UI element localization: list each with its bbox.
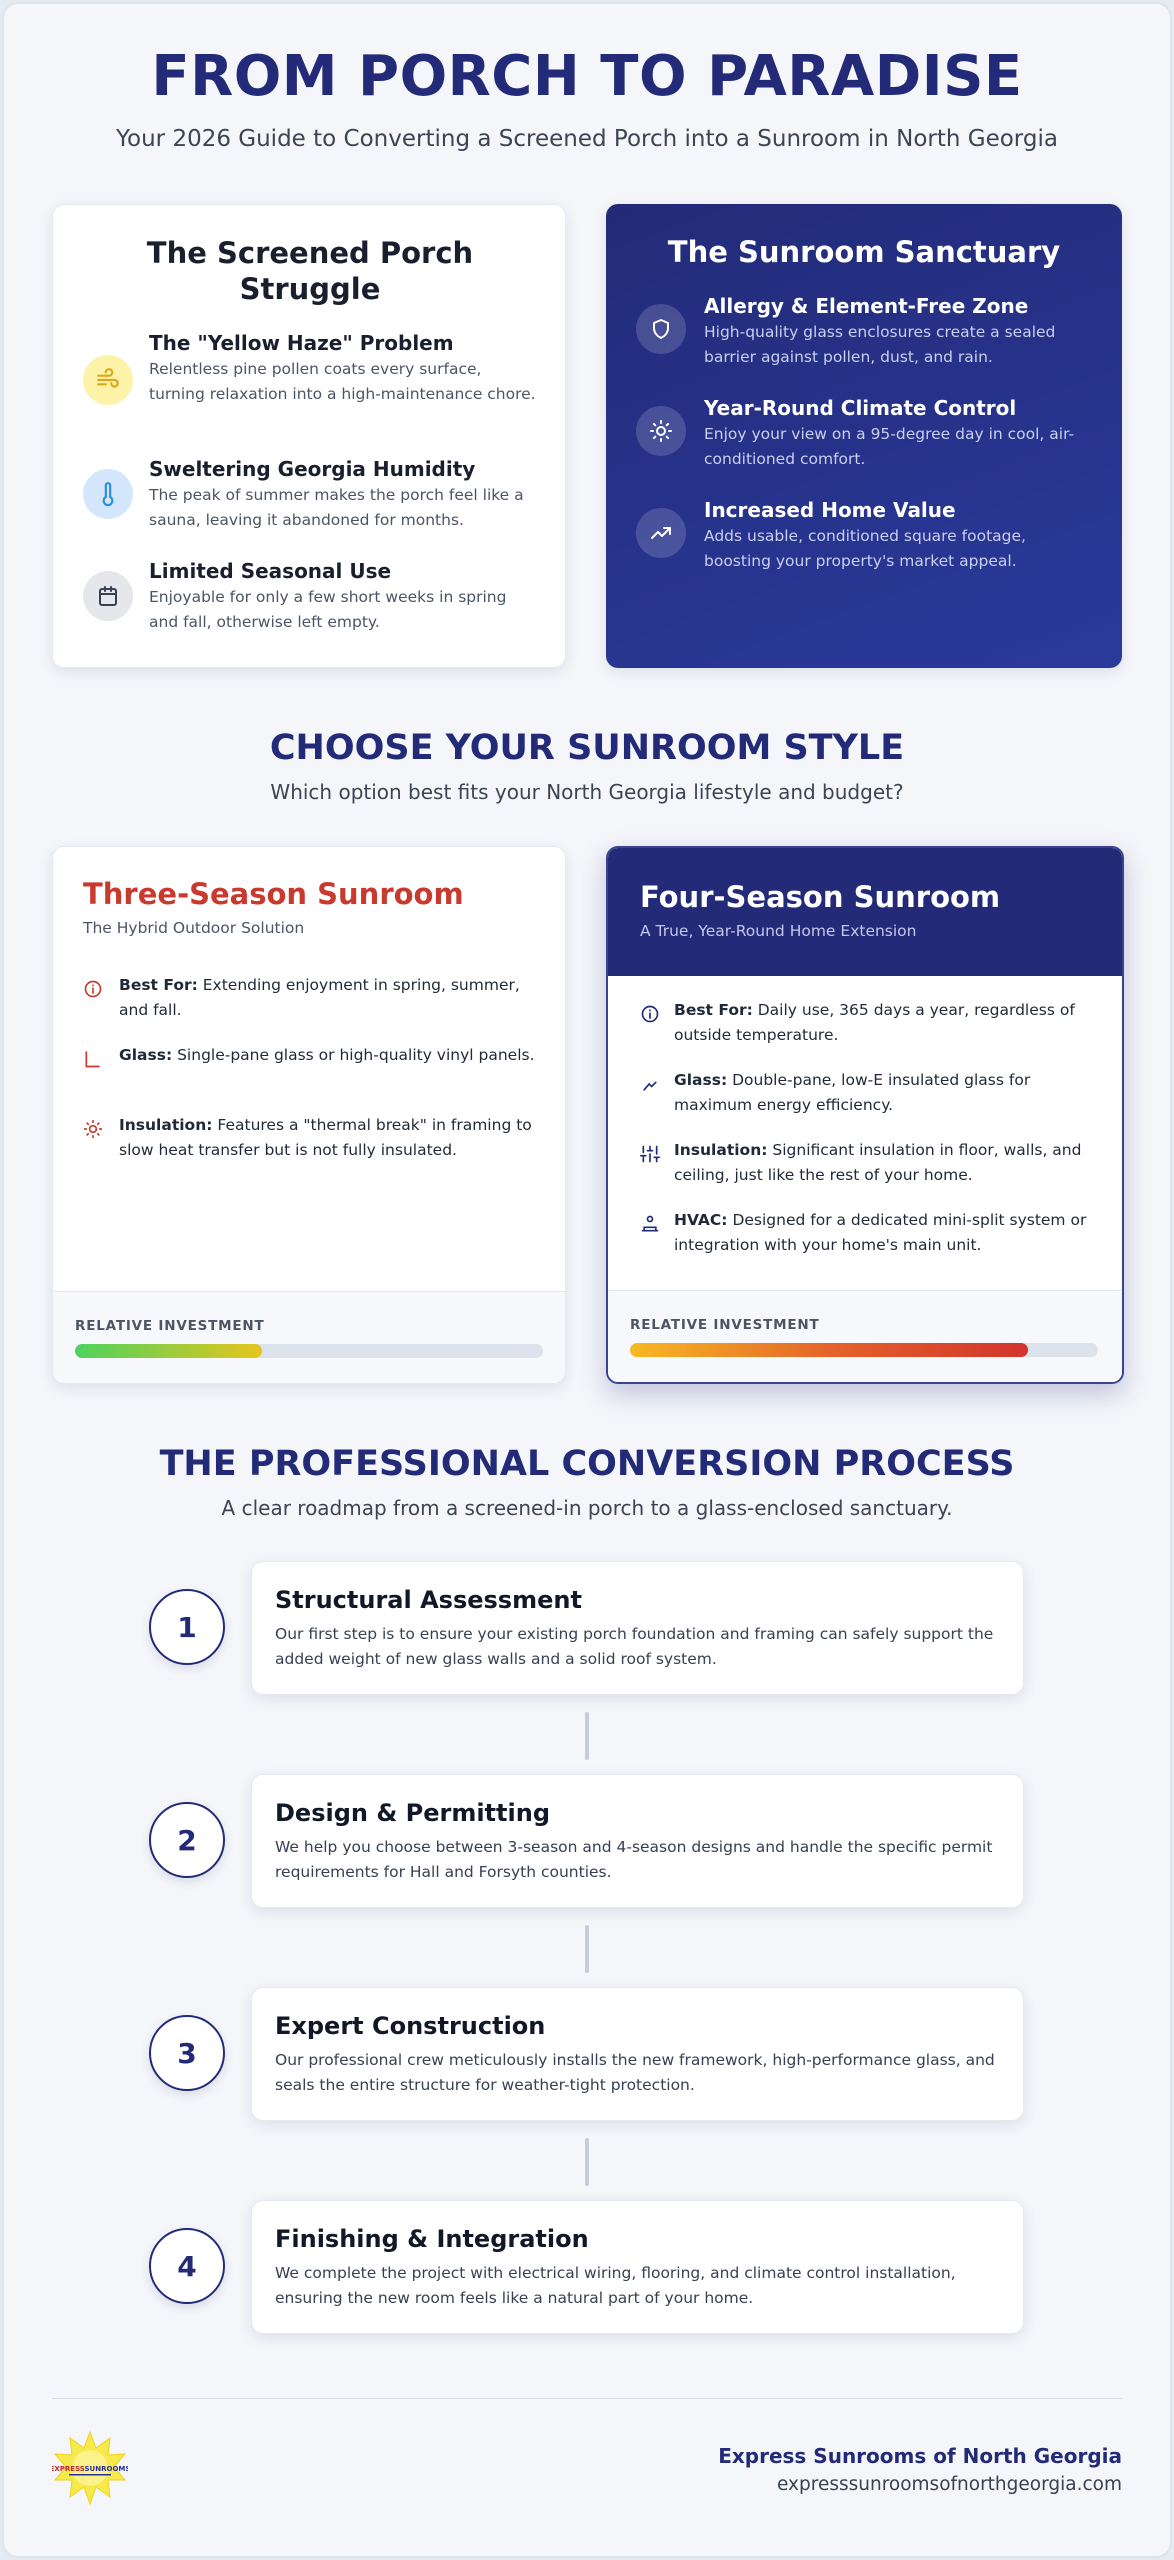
sliders-icon [640, 1144, 660, 1168]
sanctuary-item-desc: Enjoy your view on a 95-degree day in cool, air-conditioned comfort. [704, 425, 1075, 468]
step-number: 3 [149, 2015, 225, 2091]
feature-text: Daily use, 365 days a year, regardless of outside temperature. [674, 1001, 1075, 1044]
four-season-feature [674, 1208, 1104, 1258]
three-season-feature [119, 1043, 539, 1068]
sanctuary-item-desc: Adds usable, conditioned square footage, boosting your property's market appeal. [704, 527, 1026, 570]
feature-text: Double-pane, low-E insulated glass for maximum energy efficiency. [674, 1071, 1031, 1114]
sun-icon [636, 406, 686, 456]
four-season-header [608, 848, 1122, 976]
four-season-feature [674, 1068, 1104, 1118]
feature-text: Single-pane glass or high-quality vinyl panels. [177, 1046, 535, 1064]
page-subtitle: Your 2026 Guide to Converting a Screened Porch into a Sunroom in North Georgia [116, 126, 1058, 152]
feature-label: Best For: [674, 1001, 753, 1019]
investment-label: RELATIVE INVESTMENT [75, 1318, 265, 1334]
step-title: Structural Assessment [275, 1586, 582, 1614]
step-card [251, 1774, 1024, 1908]
step-desc: Our professional crew meticulously installs the new framework, high-performance glass, and seals the entire structure for weather-tight protection. [275, 2051, 995, 2094]
struggle-item [83, 469, 133, 519]
trending-up-icon [636, 508, 686, 558]
three-season-title: Three-Season Sunroom [83, 877, 464, 911]
feature-text: Designed for a dedicated mini-split system or integration with your home's main unit. [674, 1211, 1087, 1254]
styles-subheading: Which option best fits your North Georgia lifestyle and budget? [270, 780, 904, 804]
four-season-feature [674, 1138, 1104, 1188]
shield-icon [636, 304, 686, 354]
feature-text: Extending enjoyment in spring, summer, and fall. [119, 976, 520, 1019]
glass-icon [640, 1074, 660, 1098]
feature-label: Glass: [119, 1046, 173, 1064]
step-title: Expert Construction [275, 2012, 546, 2040]
sanctuary-item-desc: High-quality glass enclosures create a sealed barrier against pollen, dust, and rain. [704, 323, 1056, 366]
feature-label: Insulation: [119, 1116, 213, 1134]
page-title: FROM PORCH TO PARADISE [151, 44, 1023, 109]
four-season-tagline: A True, Year-Round Home Extension [640, 922, 917, 940]
struggle-item-desc: Relentless pine pollen coats every surface, turning relaxation into a high-maintenance chore. [149, 360, 536, 403]
feature-label: HVAC: [674, 1211, 728, 1229]
process-heading: THE PROFESSIONAL CONVERSION PROCESS [159, 1444, 1015, 1484]
investment-label: RELATIVE INVESTMENT [630, 1317, 820, 1333]
investment-section [53, 1291, 565, 1383]
step-card [251, 1561, 1024, 1695]
feature-text: Significant insulation in floor, walls, and ceiling, just like the rest of your home. [674, 1141, 1082, 1184]
struggle-card [52, 204, 566, 668]
thermometer-icon [83, 469, 133, 519]
investment-bar-fill [630, 1343, 1028, 1357]
glass-icon [83, 1049, 103, 1073]
styles-heading: CHOOSE YOUR SUNROOM STYLE [269, 728, 905, 768]
four-season-feature [674, 998, 1104, 1048]
step-card [251, 1987, 1024, 2121]
step-desc: We complete the project with electrical wiring, flooring, and climate control installation, ensuring the new room feels like a natural part of your home. [275, 2264, 956, 2307]
sanctuary-item-title: Increased Home Value [704, 498, 956, 522]
step-desc: We help you choose between 3-season and 4-season designs and handle the specific permit requirements for Hall and Forsyth counties. [275, 1838, 993, 1881]
info-icon [83, 979, 103, 1003]
struggle-item-title: Sweltering Georgia Humidity [149, 457, 476, 481]
company-logo[interactable] [52, 2430, 128, 2506]
three-season-feature [119, 1113, 539, 1163]
four-season-title: Four-Season Sunroom [640, 880, 1001, 914]
struggle-item-title: Limited Seasonal Use [149, 559, 392, 583]
step-number: 1 [149, 1589, 225, 1665]
step-connector [585, 2138, 589, 2186]
struggle-item-desc: Enjoyable for only a few short weeks in spring and fall, otherwise left empty. [149, 588, 507, 631]
calendar-icon [83, 571, 133, 621]
wind-icon [83, 355, 133, 405]
sanctuary-item [636, 508, 686, 558]
footer-divider [52, 2398, 1122, 2399]
hvac-icon [640, 1214, 660, 1238]
investment-section [608, 1290, 1122, 1382]
struggle-heading: The Screened Porch Struggle [146, 236, 474, 306]
sanctuary-item-title: Allergy & Element-Free Zone [704, 294, 1029, 318]
info-icon [640, 1004, 660, 1028]
feature-label: Glass: [674, 1071, 728, 1089]
investment-bar [630, 1343, 1098, 1357]
three-season-card [52, 846, 566, 1384]
four-season-card [606, 846, 1124, 1384]
step-title: Design & Permitting [275, 1799, 550, 1827]
investment-bar-fill [75, 1344, 262, 1358]
sanctuary-heading: The Sunroom Sanctuary [667, 235, 1061, 269]
step-desc: Our first step is to ensure your existing porch foundation and framing can safely support the added weight of new glass walls and a solid roof system. [275, 1625, 994, 1668]
three-season-tagline: The Hybrid Outdoor Solution [83, 919, 305, 937]
investment-bar [75, 1344, 543, 1358]
sanctuary-item [636, 304, 686, 354]
svg-text:EXPRESSSUNROOMS: EXPRESSSUNROOMS [52, 2465, 128, 2473]
struggle-item [83, 355, 133, 405]
three-season-feature [119, 973, 539, 1023]
step-title: Finishing & Integration [275, 2225, 589, 2253]
sun-icon [83, 1119, 103, 1143]
sanctuary-item-title: Year-Round Climate Control [704, 396, 1017, 420]
feature-text: Features a "thermal break" in framing to slow heat transfer but is not fully insulated. [119, 1116, 532, 1159]
company-website-link[interactable]: expresssunroomsofnorthgeorgia.com [777, 2474, 1122, 2495]
company-name: Express Sunrooms of North Georgia [718, 2444, 1122, 2468]
step-number: 2 [149, 1802, 225, 1878]
sanctuary-item [636, 406, 686, 456]
step-connector [585, 1925, 589, 1973]
step-number: 4 [149, 2228, 225, 2304]
feature-label: Insulation: [674, 1141, 768, 1159]
step-connector [585, 1712, 589, 1760]
process-subheading: A clear roadmap from a screened-in porch to a glass-enclosed sanctuary. [221, 1496, 953, 1520]
struggle-item-desc: The peak of summer makes the porch feel like a sauna, leaving it abandoned for months. [149, 486, 524, 529]
sanctuary-card [606, 204, 1122, 668]
struggle-item-title: The "Yellow Haze" Problem [149, 331, 454, 355]
feature-label: Best For: [119, 976, 198, 994]
struggle-item [83, 571, 133, 621]
step-card [251, 2200, 1024, 2334]
